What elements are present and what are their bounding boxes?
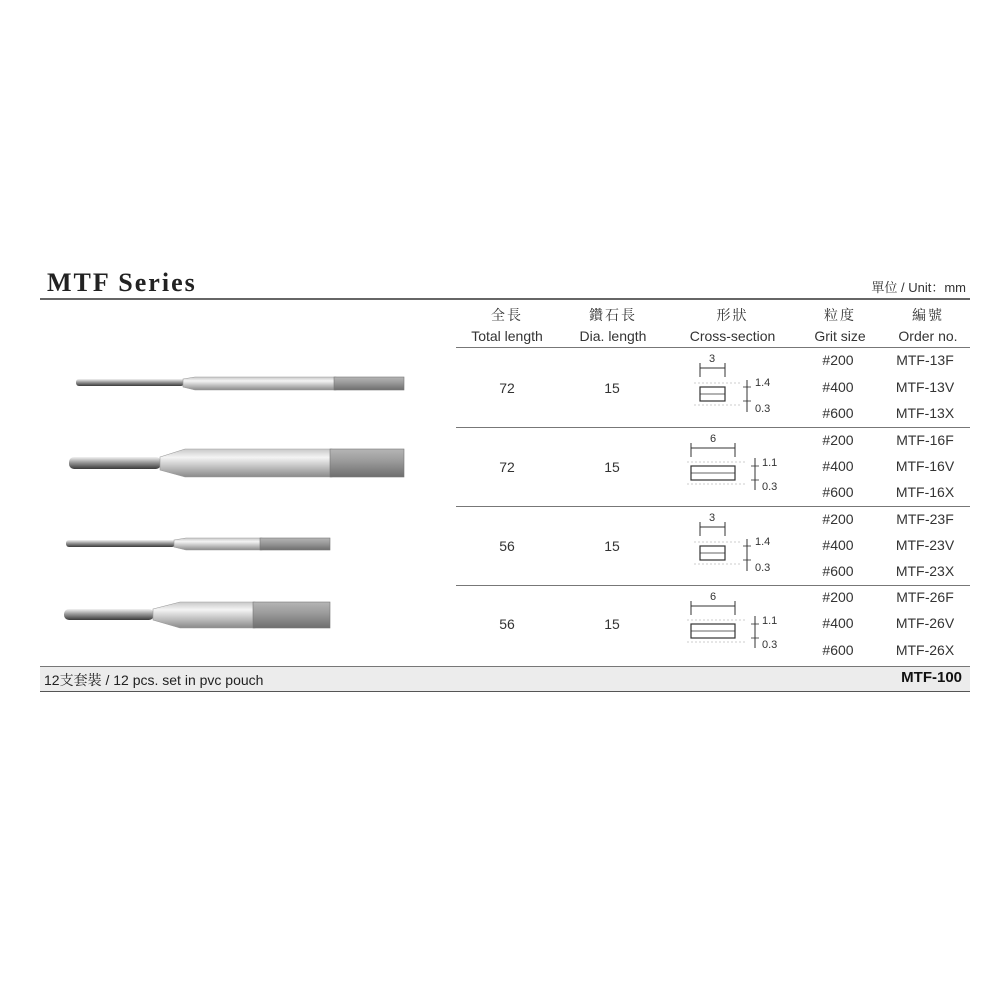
row4-dia-length: 15 <box>604 616 620 632</box>
row2-total-length: 72 <box>499 459 515 475</box>
row1-divider <box>456 427 970 428</box>
row4-cs-radius: 0.3 <box>762 639 778 651</box>
row2-dia-length: 15 <box>604 459 620 475</box>
row1-dia-length: 15 <box>604 380 620 396</box>
row4-grit-1: #200 <box>822 589 854 605</box>
row3-cs-radius: 0.3 <box>755 562 771 574</box>
row4-order-2: MTF-26V <box>895 615 955 631</box>
header-divider <box>456 347 970 348</box>
row3-order-3: MTF-23X <box>895 563 955 579</box>
header-order-no: 編號 Order no. <box>898 307 958 344</box>
row4-grit-2: #400 <box>822 615 854 631</box>
header-cross-section: 形狀 Cross-section <box>689 307 776 344</box>
row3-total-length: 56 <box>499 538 515 554</box>
row1-grit-1: #200 <box>822 352 854 368</box>
row1-grit-2: #400 <box>822 379 854 395</box>
row2-cs-width: 6 <box>709 433 717 445</box>
unit-label: 單位 / Unit：mm <box>871 280 966 295</box>
page-title: MTF Series <box>47 268 197 297</box>
set-code: MTF-100 <box>901 669 962 686</box>
row1-cross-section-diagram <box>690 350 790 420</box>
row2-cs-radius: 0.3 <box>762 481 778 493</box>
tool-mtf-16 <box>69 449 404 477</box>
row3-grit-1: #200 <box>822 511 854 527</box>
row3-cs-width: 3 <box>708 512 716 524</box>
row3-grit-3: #600 <box>822 563 854 579</box>
row2-cs-thickness: 1.1 <box>762 457 778 469</box>
row2-grit-2: #400 <box>822 458 854 474</box>
row3-order-2: MTF-23V <box>895 537 955 553</box>
row3-cross-section-diagram <box>690 509 790 579</box>
row2-order-3: MTF-16X <box>895 484 955 500</box>
row2-order-1: MTF-16F <box>896 432 954 448</box>
set-note: 12支套裝 / 12 pcs. set in pvc pouch <box>44 672 264 688</box>
row1-cs-width: 3 <box>708 353 716 365</box>
row4-order-3: MTF-26X <box>895 642 955 658</box>
row3-grit-2: #400 <box>822 537 854 553</box>
row4-cross-section-diagram <box>685 588 790 658</box>
row3-divider <box>456 585 970 586</box>
row3-dia-length: 15 <box>604 538 620 554</box>
row4-cs-thickness: 1.1 <box>762 615 778 627</box>
row3-cs-thickness: 1.4 <box>755 536 771 548</box>
row1-order-2: MTF-13V <box>895 379 955 395</box>
row4-total-length: 56 <box>499 616 515 632</box>
tool-mtf-26 <box>64 602 330 628</box>
row1-order-3: MTF-13X <box>895 405 955 421</box>
row2-grit-3: #600 <box>822 484 854 500</box>
tool-illustrations <box>0 350 440 660</box>
row2-grit-1: #200 <box>822 432 854 448</box>
tool-mtf-23 <box>66 538 330 550</box>
row1-order-1: MTF-13F <box>896 352 954 368</box>
row1-cs-thickness: 1.4 <box>755 377 771 389</box>
header-total-length: 全長 Total length <box>471 307 543 344</box>
row1-grit-3: #600 <box>822 405 854 421</box>
tool-mtf-13 <box>76 377 404 390</box>
row4-order-1: MTF-26F <box>896 589 954 605</box>
row2-divider <box>456 506 970 507</box>
row3-order-1: MTF-23F <box>896 511 954 527</box>
row4-grit-3: #600 <box>822 642 854 658</box>
row1-total-length: 72 <box>499 380 515 396</box>
header-grit-size: 粒度 Grit size <box>814 307 866 344</box>
set-footer-bar <box>40 666 970 692</box>
row1-cs-radius: 0.3 <box>755 403 771 415</box>
title-divider <box>40 298 970 300</box>
row2-order-2: MTF-16V <box>895 458 955 474</box>
row2-cross-section-diagram <box>685 430 790 500</box>
row4-cs-width: 6 <box>709 591 717 603</box>
header-dia-length: 鑽石長 Dia. length <box>579 307 647 344</box>
